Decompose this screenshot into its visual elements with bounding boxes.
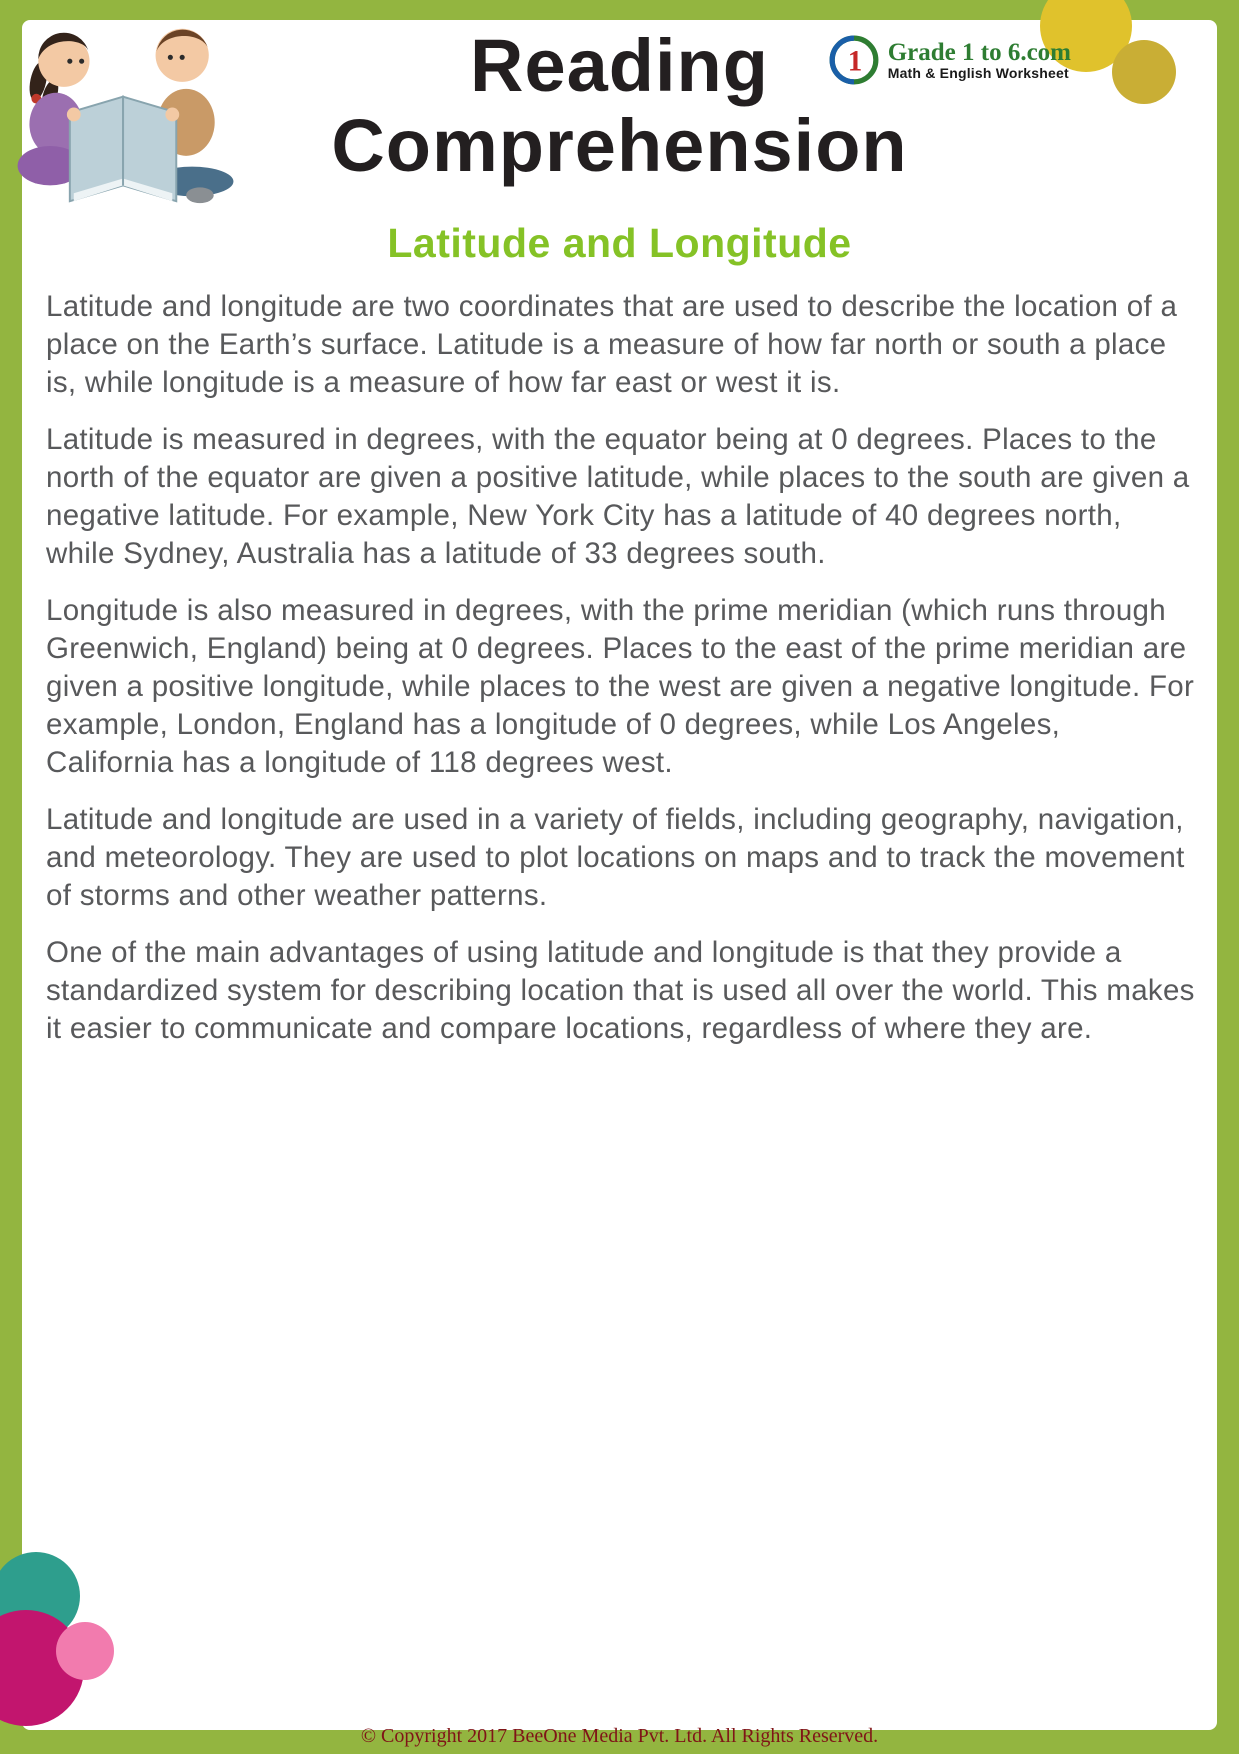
- logo-icon: [828, 34, 880, 86]
- passage-paragraph-2: Latitude is measured in degrees, with the equator being at 0 degrees. Places to the north of the equator are given a positive latitude, while places to the south are given a negative latitude. For example, New York City has a latitude of 40 degrees north, while Sydney, Australia has a latitude of 33 degrees south.: [46, 423, 1190, 570]
- site-logo: [828, 34, 1071, 86]
- svg-text:1: 1: [847, 45, 863, 78]
- passage-paragraph-1: Latitude and longitude are two coordinates that are used to describe the location of a place on the Earth’s surface. Latitude is a measure of how far north or south a place is, while longitude is a measure of how far east or west it is.: [46, 290, 1178, 399]
- page-title-line2: Comprehension: [331, 104, 908, 187]
- passage-paragraph-3: Longitude is also measured in degrees, with the prime meridian (which runs through Greenwich, England) being at 0 degrees. Places to the east of the prime meridian are given a positive longitude, while places to the west are given a negative longitude. For example, London, England has a longitude of 0 degrees, while Los Angeles, California has a longitude of 118 degrees west.: [46, 594, 1195, 779]
- worksheet-subtitle: Latitude and Longitude: [387, 220, 852, 266]
- passage-paragraph-4: Latitude and longitude are used in a variety of fields, including geography, navigation, and meteorology. They are used to plot locations on maps and to track the movement of storms and other weather patterns.: [46, 803, 1185, 912]
- logo-text: [888, 40, 1071, 81]
- logo-tagline: Math & English Worksheet: [887, 64, 1069, 81]
- footer-copyright: © Copyright 2017 BeeOne Media Pvt. Ltd. All Rights Reserved.: [360, 1725, 879, 1747]
- passage-paragraph-5: One of the main advantages of using latitude and longitude is that they provide a standardized system for describing location that is used all over the world. This makes it easier to communicate and compare locations, regardless of where they are.: [46, 936, 1195, 1045]
- page-title-line1: Reading: [470, 24, 769, 107]
- passage-body: [46, 288, 1195, 1067]
- logo-site-name: Grade 1 to 6.com: [887, 38, 1071, 66]
